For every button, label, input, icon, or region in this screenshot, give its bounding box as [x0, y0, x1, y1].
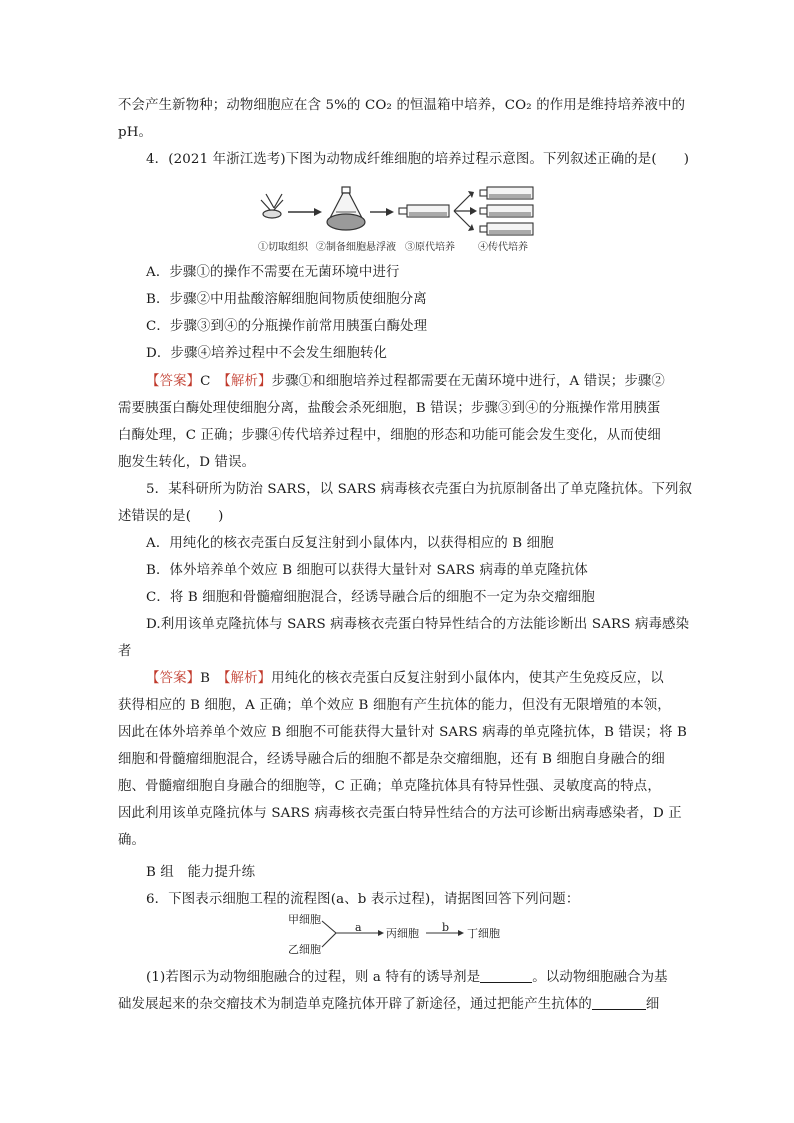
analysis-tag: 【解析】	[223, 671, 272, 686]
cell-a-label: 甲细胞	[288, 913, 321, 926]
step-a-label: a	[355, 921, 362, 934]
culture-bottle-icon	[399, 205, 449, 217]
option-d: D．步骤④培养过程中不会发生细胞转化	[146, 346, 388, 361]
cell-b-label: 乙细胞	[288, 943, 321, 956]
text-line: 因此在体外培养单个效应 B 细胞不可能获得大量针对 SARS 病毒的单克隆抗体，B 错误；将 B	[118, 725, 688, 740]
option-d: D.利用该单克隆抗体与 SARS 病毒核衣壳蛋白特异性结合的方法能诊断出 SARS 病毒感染	[146, 617, 690, 632]
question-6-stem: 6．下图表示细胞工程的流程图(a、b 表示过程)，请据图回答下列问题：	[146, 892, 580, 907]
text-line: 确。	[118, 833, 146, 848]
text-line: 胞、骨髓瘤细胞自身融合的细胞等，C 正确；单克隆抗体具有特异性强、灵敏度高的特点，	[118, 779, 661, 794]
answer-line: 【答案】B 【解析】用纯化的核衣壳蛋白反复注射到小鼠体内，使其产生免疫反应，以	[146, 671, 664, 686]
text-line: 不会产生新物种；动物细胞应在含 5%的 CO₂ 的恒温箱中培养，CO₂ 的作用是维持培养液中的	[118, 98, 686, 113]
section-heading: B 组 能力提升练	[146, 865, 256, 880]
scissors-icon	[261, 194, 283, 218]
option-b: B．体外培养单个效应 B 细胞可以获得大量针对 SARS 病毒的单克隆抗体	[146, 563, 588, 578]
answer-tag: 【答案】	[146, 671, 201, 686]
cell-d-label: 丁细胞	[467, 927, 500, 940]
text-line: pH。	[118, 125, 153, 140]
cell-c-label: 丙细胞	[386, 927, 419, 940]
text-line: 者	[118, 644, 132, 659]
flask-icon	[327, 187, 365, 230]
text-line: 述错误的是( )	[118, 509, 224, 524]
option-a: A．用纯化的核衣壳蛋白反复注射到小鼠体内，以获得相应的 B 细胞	[146, 536, 554, 551]
text-line: 白酶处理，C 正确；步骤④传代培养过程中，细胞的形态和功能可能会发生变化，从而使细	[118, 428, 661, 443]
question-4-stem: 4．(2021 年浙江选考)下图为动物成纤维细胞的培养过程示意图。下列叙述正确的是( )	[146, 152, 690, 167]
cell-culture-diagram	[258, 186, 558, 236]
text-line: 需要胰蛋白酶处理使细胞分离，盐酸会杀死细胞，B 错误；步骤③到④的分瓶操作常用胰蛋	[118, 401, 661, 416]
text-line: 胞发生转化，D 错误。	[118, 455, 256, 470]
figure-label: ④传代培养	[478, 242, 528, 253]
question-6-part-1: (1)若图示为动物细胞融合的过程，则 a 特有的诱导剂是 。以动物细胞融合为基	[146, 970, 668, 985]
answer-blank[interactable]	[480, 969, 532, 983]
option-c: C．将 B 细胞和骨髓瘤细胞混合，经诱导融合后的细胞不一定为杂交瘤细胞	[146, 590, 595, 605]
passage-bottles-icon	[480, 187, 533, 235]
question-5-stem: 5．某科研所为防治 SARS，以 SARS 病毒核衣壳蛋白为抗原制备出了单克隆抗体。下列叙	[146, 482, 693, 497]
figure-label: ②制备细胞悬浮液	[316, 242, 396, 253]
answer-blank[interactable]	[592, 996, 646, 1010]
option-c: C．步骤③到④的分瓶操作前常用胰蛋白酶处理	[146, 319, 428, 334]
step-b-label: b	[442, 921, 450, 934]
text-line: 细胞和骨髓瘤细胞混合，经诱导融合后的细胞不都是杂交瘤细胞，还有 B 细胞自身融合的细	[118, 752, 665, 767]
text-line: 础发展起来的杂交瘤技术为制造单克隆抗体开辟了新途径，通过把能产生抗体的 细	[118, 997, 660, 1012]
text-line: 因此利用该单克隆抗体与 SARS 病毒核衣壳蛋白特异性结合的方法可诊断出病毒感染者，D 正	[118, 806, 682, 821]
analysis-tag: 【解析】	[224, 374, 272, 389]
text-line: 获得相应的 B 细胞，A 正确；单个效应 B 细胞有产生抗体的能力，但没有无限增殖的本领，	[118, 698, 671, 713]
answer-line: 【答案】C 【解析】步骤①和细胞培养过程都需要在无菌环境中进行，A 错误；步骤②	[146, 374, 665, 389]
answer-tag: 【答案】	[146, 374, 201, 389]
option-a: A．步骤①的操作不需要在无菌环境中进行	[146, 265, 400, 280]
figure-label: ③原代培养	[405, 242, 455, 253]
option-b: B．步骤②中用盐酸溶解细胞间物质使细胞分离	[146, 292, 427, 307]
figure-label: ①切取组织	[258, 242, 308, 253]
